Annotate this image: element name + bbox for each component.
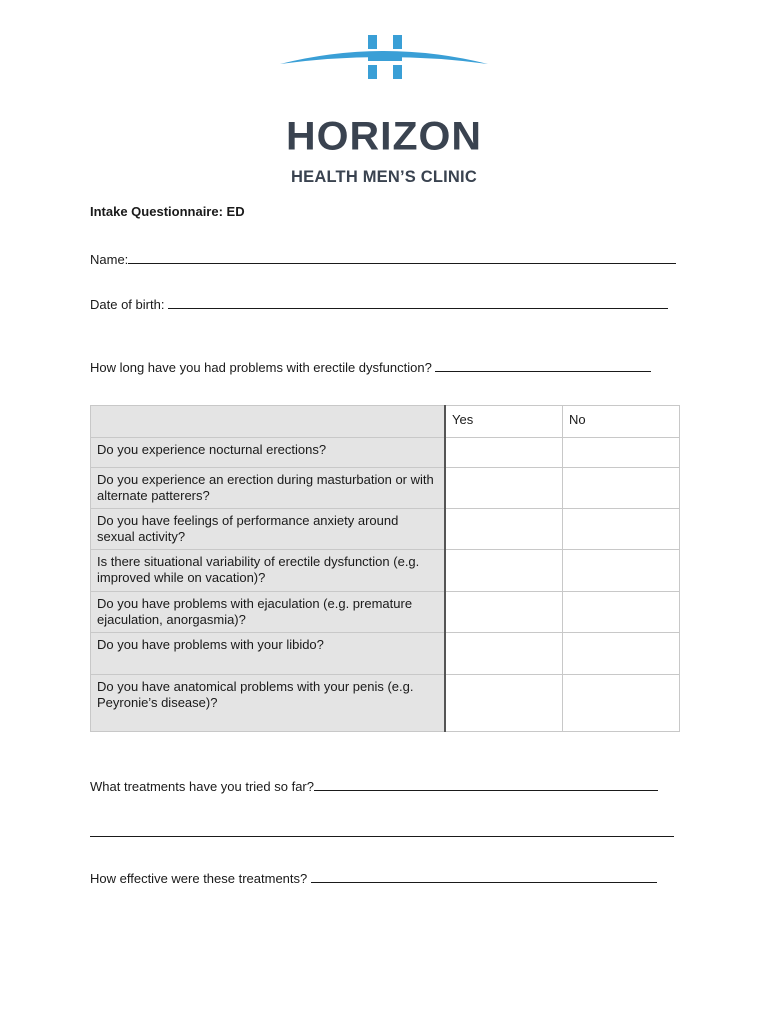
table-row (91, 438, 680, 468)
duration-label: How long have you had problems with erectile dysfunction? (90, 360, 436, 375)
name-label: Name: (90, 252, 129, 267)
effectiveness-field[interactable] (311, 870, 657, 883)
no-answer-cell[interactable] (563, 438, 680, 468)
treatments-label: What treatments have you tried so far? (90, 779, 314, 794)
no-column-header: No (563, 406, 680, 438)
logo-wordmark: HORIZON (285, 113, 483, 159)
no-answer-cell[interactable] (563, 509, 680, 550)
dob-label: Date of birth: (90, 297, 169, 312)
treatments-continuation-field[interactable] (90, 824, 674, 837)
yes-answer-cell[interactable] (445, 509, 563, 550)
yes-answer-cell[interactable] (445, 468, 563, 509)
table-row (91, 633, 680, 675)
question-text: Do you experience nocturnal erections? (91, 438, 446, 468)
question-text: Is there situational variability of erectile dysfunction (e.g. improved while on vacation)? (91, 550, 446, 592)
treatments-field[interactable] (314, 778, 658, 791)
yes-answer-cell[interactable] (445, 438, 563, 468)
yes-column-header: Yes (445, 406, 563, 438)
yes-answer-cell[interactable] (445, 675, 563, 732)
duration-field[interactable] (435, 359, 651, 372)
no-answer-cell[interactable] (563, 550, 680, 592)
question-text: Do you have anatomical problems with your penis (e.g. Peyronie’s disease)? (91, 675, 446, 732)
table-row (91, 509, 680, 550)
effectiveness-row (90, 870, 657, 886)
table-header-row (91, 406, 680, 438)
dob-field[interactable] (168, 296, 668, 309)
no-answer-cell[interactable] (563, 592, 680, 633)
logo-subtitle: HEALTH MEN’S CLINIC (291, 168, 477, 186)
question-text: Do you have problems with your libido? (91, 633, 446, 675)
treatments-row (90, 778, 658, 794)
table-row (91, 675, 680, 732)
no-answer-cell[interactable] (563, 633, 680, 675)
effectiveness-label: How effective were these treatments? (90, 871, 311, 886)
yes-answer-cell[interactable] (445, 550, 563, 592)
table-row (91, 550, 680, 592)
form-title: Intake Questionnaire: ED (90, 204, 245, 219)
question-text: Do you experience an erection during masturbation or with alternate patterers? (91, 468, 446, 509)
name-row (90, 251, 676, 267)
no-answer-cell[interactable] (563, 675, 680, 732)
horizon-logo-mark (276, 32, 492, 114)
question-column-header (91, 406, 446, 438)
table-row (91, 592, 680, 633)
no-answer-cell[interactable] (563, 468, 680, 509)
dob-row (90, 296, 668, 312)
question-text: Do you have problems with ejaculation (e.g. premature ejaculation, anorgasmia)? (91, 592, 446, 633)
clinic-logo (276, 32, 492, 186)
symptom-table (90, 405, 680, 732)
duration-row (90, 359, 651, 375)
table-row (91, 468, 680, 509)
yes-answer-cell[interactable] (445, 592, 563, 633)
question-text: Do you have feelings of performance anxiety around sexual activity? (91, 509, 446, 550)
name-field[interactable] (128, 251, 676, 264)
treatments-continuation-row (90, 824, 674, 840)
yes-answer-cell[interactable] (445, 633, 563, 675)
